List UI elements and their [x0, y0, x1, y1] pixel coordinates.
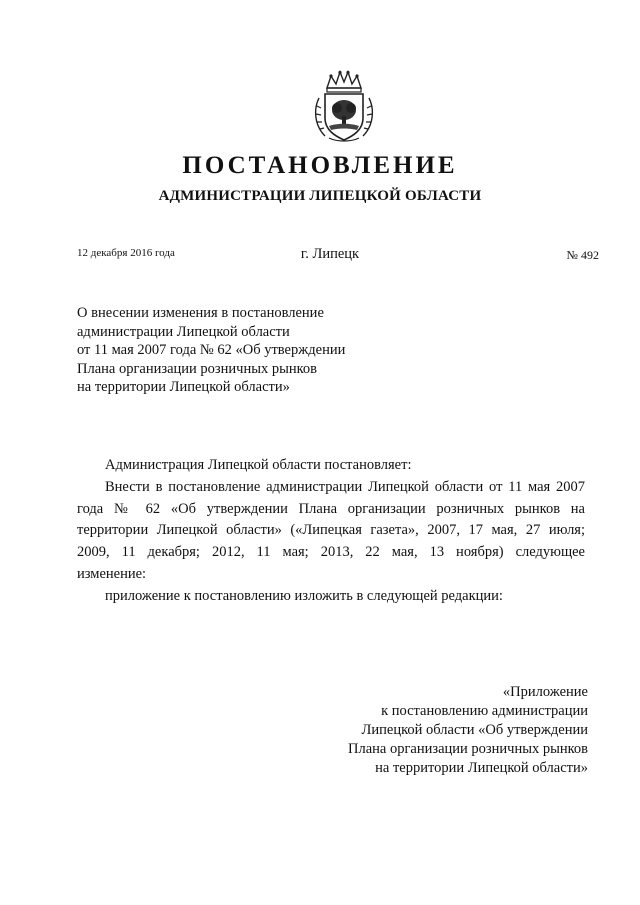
document-number: № 492 [566, 248, 599, 262]
subject-line: от 11 мая 2007 года № 62 «Об утверждении [77, 342, 346, 359]
body-line: года № 62 «Об утверждении Плана организации розничных рынков на [77, 500, 585, 517]
document-subject [77, 304, 397, 397]
subject-line: на территории Липецкой области» [77, 379, 290, 396]
body-line: изменение: [77, 565, 147, 582]
appendix-line: Липецкой области «Об утверждении [361, 722, 588, 738]
body-line: территории Липецкой области» («Липецкая газета», 2007, 17 мая, 27 июля; [77, 522, 585, 539]
body-line: 2009, 11 декабря; 2012, 11 мая; 2013, 22 мая, 13 ноября) следующее [77, 544, 585, 561]
appendix-heading [288, 683, 588, 778]
body-instruction: приложение к постановлению изложить в следующей редакции: [105, 587, 503, 604]
lipetsk-coat-of-arms-icon [311, 70, 377, 144]
document-title: ПОСТАНОВЛЕНИЕ [182, 152, 458, 179]
document-date: 12 декабря 2016 года [77, 247, 175, 259]
document-subtitle: АДМИНИСТРАЦИИ ЛИПЕЦКОЙ ОБЛАСТИ [158, 188, 482, 204]
body-line: Внести в постановление администрации Липецкой области от 11 мая 2007 [105, 478, 585, 495]
appendix-line: Плана организации розничных рынков [347, 741, 588, 757]
document-body [77, 455, 585, 608]
appendix-line: на территории Липецкой области» [375, 760, 588, 776]
appendix-line: «Приложение [502, 684, 588, 700]
body-intro: Администрация Липецкой области постановляет: [105, 457, 412, 473]
appendix-line: к постановлению администрации [381, 703, 588, 719]
subject-line: Плана организации розничных рынков [77, 360, 318, 377]
subject-line: О внесении изменения в постановление [77, 305, 324, 321]
document-city: г. Липецк [300, 246, 360, 262]
subject-line: администрации Липецкой области [77, 323, 290, 340]
